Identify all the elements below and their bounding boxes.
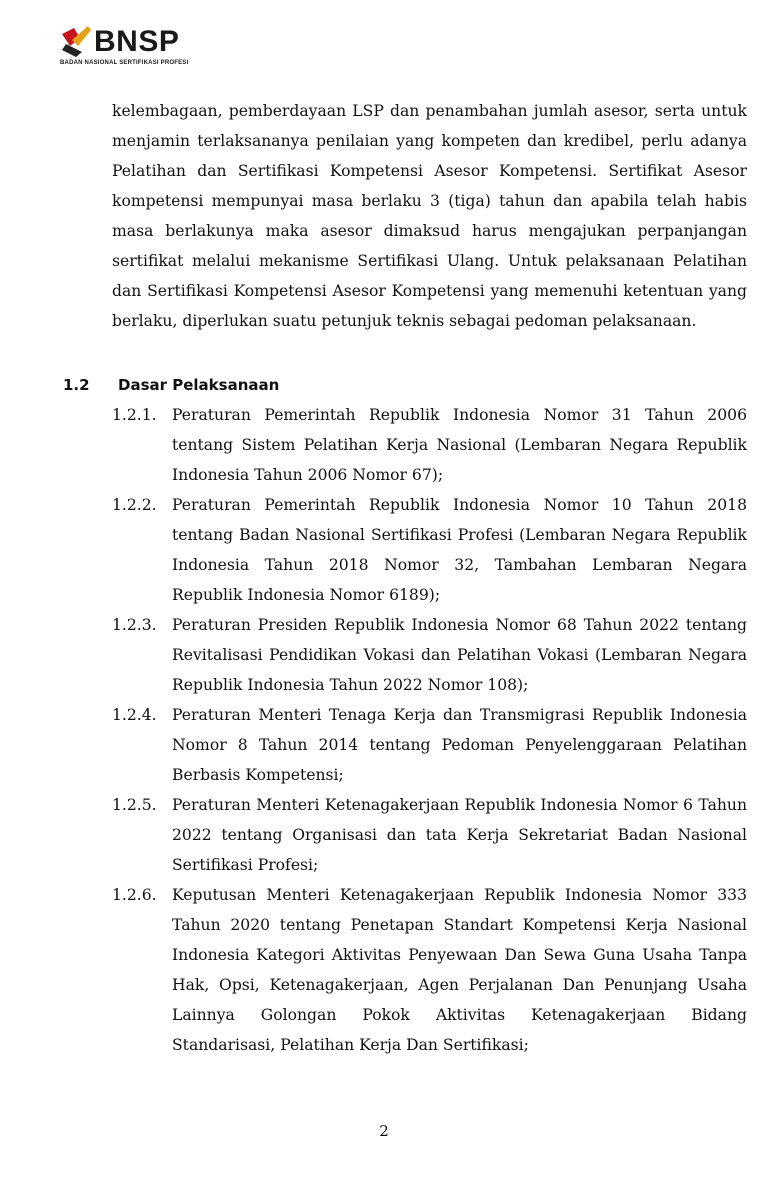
item-number: 1.2.1. <box>112 406 157 424</box>
item-number: 1.2.3. <box>112 616 157 634</box>
bnsp-logo <box>60 24 200 72</box>
list-item <box>112 880 747 1060</box>
page-number: 2 <box>379 1122 389 1140</box>
item-text: Peraturan Menteri Tenaga Kerja dan Transmigrasi Republik Indonesia Nomor 8 Tahun 2014 tentang Pedoman Penyelenggaraan Pelatihan Berbasis Kompetensi; <box>172 706 747 784</box>
section-heading <box>63 370 279 400</box>
item-text: Peraturan Pemerintah Republik Indonesia Nomor 10 Tahun 2018 tentang Badan Nasional Sertifikasi Profesi (Lembaran Negara Republik Indonesia Tahun 2018 Nomor 32, Tambahan Lembaran Negara Republik Indonesia Nomor 6189); <box>172 496 747 604</box>
item-number: 1.2.6. <box>112 886 157 904</box>
item-number: 1.2.5. <box>112 796 157 814</box>
item-text: Peraturan Menteri Ketenagakerjaan Republik Indonesia Nomor 6 Tahun 2022 tentang Organisasi dan tata Kerja Sekretariat Badan Nasional Sertifikasi Profesi; <box>172 796 747 874</box>
list-item <box>112 400 747 490</box>
legal-basis-list <box>112 400 747 1060</box>
intro-paragraph: kelembagaan, pemberdayaan LSP dan penambahan jumlah asesor, serta untuk menjamin terlaksananya penilaian yang kompeten dan kredibel, perlu adanya Pelatihan dan Sertifikasi Kompetensi Asesor Kompetensi. Sertifikat Asesor kompetensi mempunyai masa berlaku 3 (tiga) tahun dan apabila telah habis masa berlakunya maka asesor dimaksud harus mengajukan perpanjangan sertifikat melalui mekanisme Sertifikasi Ulang. Untuk pelaksanaan Pelatihan dan Sertifikasi Kompetensi Asesor Kompetensi yang memenuhi ketentuan yang berlaku, diperlukan suatu petunjuk teknis sebagai pedoman pelaksanaan. <box>112 102 747 330</box>
logo-text: BNSP <box>94 25 180 58</box>
item-text: Keputusan Menteri Ketenagakerjaan Republik Indonesia Nomor 333 Tahun 2020 tentang Penetapan Standart Kompetensi Kerja Nasional Indonesia Kategori Aktivitas Penyewaan Dan Sewa Guna Usaha Tanpa Hak, Opsi, Ketenagakerjaan, Agen Perjalanan Dan Penunjang Usaha Lainnya Golongan Pokok Aktivitas Ketenagakerjaan Bidang Standarisasi, Pelatihan Kerja Dan Sertifikasi; <box>172 886 747 1054</box>
section-number: 1.2 <box>63 376 90 394</box>
list-item <box>112 490 747 610</box>
list-item <box>112 700 747 790</box>
bnsp-emblem-icon <box>60 24 94 58</box>
list-item <box>112 790 747 880</box>
list-item <box>112 610 747 700</box>
item-text: Peraturan Pemerintah Republik Indonesia Nomor 31 Tahun 2006 tentang Sistem Pelatihan Kerja Nasional (Lembaran Negara Republik Indonesia Tahun 2006 Nomor 67); <box>172 406 747 484</box>
item-text: Peraturan Presiden Republik Indonesia Nomor 68 Tahun 2022 tentang Revitalisasi Pendidikan Vokasi dan Pelatihan Vokasi (Lembaran Negara Republik Indonesia Tahun 2022 Nomor 108); <box>172 616 747 694</box>
item-number: 1.2.2. <box>112 496 157 514</box>
section-title: Dasar Pelaksanaan <box>118 376 280 394</box>
item-number: 1.2.4. <box>112 706 157 724</box>
logo-subtitle: BADAN NASIONAL SERTIFIKASI PROFESI <box>60 60 189 66</box>
